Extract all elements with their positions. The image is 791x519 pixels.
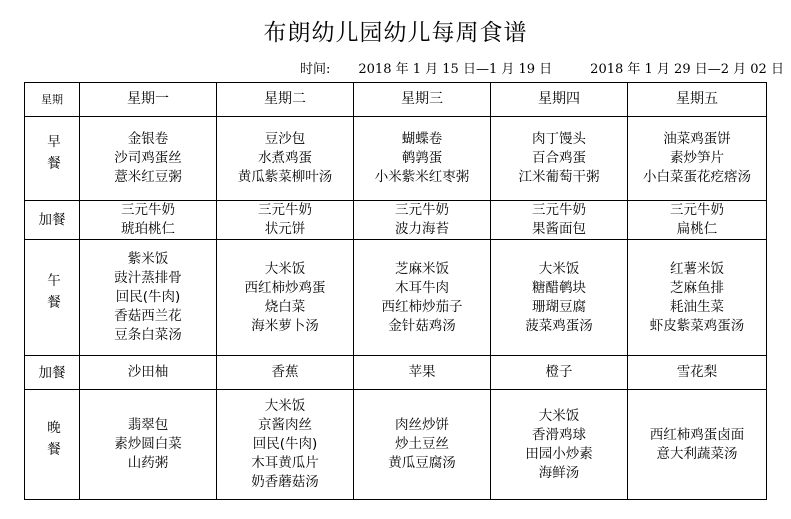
- meal-label-cell: [25, 117, 80, 201]
- meal-row: [25, 356, 767, 390]
- dish-item: 金针菇鸡汤: [388, 317, 456, 334]
- dish-item: 江米葡萄干粥: [518, 169, 600, 185]
- dish-item: 沙田柚: [127, 364, 169, 380]
- menu-cell: [354, 390, 491, 500]
- menu-cell: [217, 117, 354, 201]
- dish-item: 菠菜鸡蛋汤: [525, 317, 593, 334]
- dish-item: 西红柿鸡蛋卤面: [649, 426, 745, 443]
- dish-item: 耗油生菜: [670, 298, 724, 315]
- dish-item: 素炒笋片: [670, 150, 724, 166]
- menu-cell: [491, 390, 628, 500]
- dish-item: 豉汁蒸排骨: [114, 270, 182, 286]
- menu-cell: [354, 240, 491, 356]
- menu-cell: [217, 356, 354, 390]
- dish-item: 回民(牛肉): [252, 436, 318, 452]
- dish-item: 三元牛奶: [395, 202, 449, 218]
- meal-row: [25, 390, 767, 500]
- dish-item: 薏米红豆粥: [114, 169, 182, 185]
- dish-item: 水煮鸡蛋: [258, 150, 312, 166]
- dish-item: 果酱面包: [532, 221, 586, 237]
- meal-label: 晚餐: [44, 420, 60, 463]
- dish-item: 大米饭: [538, 260, 580, 277]
- menu-cell: [491, 117, 628, 201]
- dish-item: 三元牛奶: [258, 202, 312, 218]
- dish-item: 翡翠包: [127, 417, 169, 433]
- dish-item: 山药粥: [127, 455, 169, 471]
- menu-cell: [217, 240, 354, 356]
- day-header-mon: 星期一: [80, 83, 217, 117]
- date-line: [300, 58, 784, 77]
- meal-label: 午餐: [44, 273, 60, 316]
- menu-cell: [217, 390, 354, 500]
- dish-item: 扁桃仁: [676, 221, 718, 237]
- meal-row: [25, 240, 767, 356]
- date-range-2: 2018 年 1 月 29 日—2 月 02 日: [590, 62, 784, 77]
- day-header-tue: 星期二: [217, 83, 354, 117]
- dish-item: 金银卷: [127, 131, 169, 147]
- dish-item: 回民(牛肉): [115, 289, 181, 305]
- menu-cell: [354, 201, 491, 240]
- menu-table: [24, 82, 767, 500]
- dish-item: 意大利蔬菜汤: [656, 445, 738, 462]
- dish-item: 珊瑚豆腐: [532, 298, 586, 315]
- dish-item: 百合鸡蛋: [532, 150, 586, 166]
- day-header-wed: 星期三: [354, 83, 491, 117]
- menu-cell: [217, 201, 354, 240]
- menu-cell: [80, 390, 217, 500]
- meal-row: [25, 201, 767, 240]
- menu-cell: [628, 356, 767, 390]
- dish-item: 虾皮紫菜鸡蛋汤: [649, 317, 745, 334]
- dish-item: 橙子: [545, 364, 573, 380]
- dish-item: 香蕉: [271, 364, 299, 380]
- menu-cell: [628, 390, 767, 500]
- menu-cell: [354, 356, 491, 390]
- dish-item: 雪花梨: [676, 364, 718, 380]
- dish-item: 香滑鸡球: [532, 426, 586, 443]
- meal-label: 加餐: [38, 212, 66, 228]
- menu-body: [25, 117, 767, 500]
- dish-item: 油菜鸡蛋饼: [663, 131, 731, 147]
- menu-cell: [80, 201, 217, 240]
- menu-cell: [491, 356, 628, 390]
- dish-item: 奶香蘑菇汤: [251, 474, 319, 490]
- dish-item: 豆条白菜汤: [114, 327, 182, 343]
- menu-cell: [80, 356, 217, 390]
- meal-label-cell: [25, 201, 80, 240]
- dish-item: 状元饼: [264, 221, 306, 237]
- dish-item: 琥珀桃仁: [121, 221, 175, 237]
- dish-item: 三元牛奶: [121, 202, 175, 218]
- dish-item: 香菇西兰花: [114, 308, 182, 324]
- menu-cell: [628, 201, 767, 240]
- dish-item: 苹果: [408, 364, 436, 380]
- dish-item: 波力海苔: [395, 221, 449, 237]
- dish-item: 三元牛奶: [532, 202, 586, 218]
- dish-item: 肉丝炒饼: [395, 417, 449, 433]
- dish-item: 大米饭: [264, 398, 306, 414]
- date-range-1: 2018 年 1 月 15 日—1 月 19 日: [358, 62, 553, 77]
- dish-item: 三元牛奶: [670, 202, 724, 218]
- menu-cell: [491, 240, 628, 356]
- dish-item: 炒土豆丝: [395, 436, 449, 452]
- corner-header: 星期: [25, 83, 80, 117]
- dish-item: 糖醋鹌块: [532, 279, 586, 296]
- date-label: 时间:: [300, 62, 331, 77]
- dish-item: 大米饭: [264, 260, 306, 277]
- meal-label: 早餐: [44, 134, 60, 177]
- day-header-thu: 星期四: [491, 83, 628, 117]
- dish-item: 木耳黄瓜片: [251, 455, 319, 471]
- dish-item: 紫米饭: [127, 251, 169, 267]
- menu-cell: [80, 240, 217, 356]
- dish-item: 芝麻米饭: [395, 260, 449, 277]
- dish-item: 西红柿炒茄子: [381, 298, 463, 315]
- dish-item: 黄瓜豆腐汤: [388, 455, 456, 471]
- menu-cell: [491, 201, 628, 240]
- meal-label-cell: [25, 240, 80, 356]
- dish-item: 红薯米饭: [670, 260, 724, 277]
- meal-label-cell: [25, 356, 80, 390]
- dish-item: 小米紫米红枣粥: [374, 169, 470, 185]
- dish-item: 田园小炒素: [525, 445, 593, 462]
- dish-item: 黄瓜紫菜柳叶汤: [237, 169, 333, 185]
- menu-cell: [354, 117, 491, 201]
- dish-item: 木耳牛肉: [395, 279, 449, 296]
- menu-cell: [628, 117, 767, 201]
- dish-item: 海米萝卜汤: [251, 317, 319, 334]
- menu-cell: [628, 240, 767, 356]
- dish-item: 大米饭: [538, 407, 580, 424]
- dish-item: 芝麻鱼排: [670, 279, 724, 296]
- dish-item: 烧白菜: [264, 298, 306, 315]
- dish-item: 鹌鹑蛋: [401, 150, 443, 166]
- dish-item: 西红柿炒鸡蛋: [244, 279, 326, 296]
- dish-item: 京酱肉丝: [258, 417, 312, 433]
- dish-item: 肉丁馒头: [532, 131, 586, 147]
- meal-label-cell: [25, 390, 80, 500]
- dish-item: 豆沙包: [264, 131, 306, 147]
- dish-item: 海鲜汤: [538, 464, 580, 481]
- dish-item: 蝴蝶卷: [401, 131, 443, 147]
- page-title: 布朗幼儿园幼儿每周食谱: [263, 20, 528, 46]
- meal-label: 加餐: [38, 364, 66, 381]
- dish-item: 素炒圆白菜: [114, 436, 182, 452]
- dish-item: 小白菜蛋花疙瘩汤: [643, 169, 751, 185]
- header-row: [25, 83, 767, 117]
- dish-item: 沙司鸡蛋丝: [114, 150, 182, 166]
- meal-row: [25, 117, 767, 201]
- menu-cell: [80, 117, 217, 201]
- day-header-fri: 星期五: [628, 83, 767, 117]
